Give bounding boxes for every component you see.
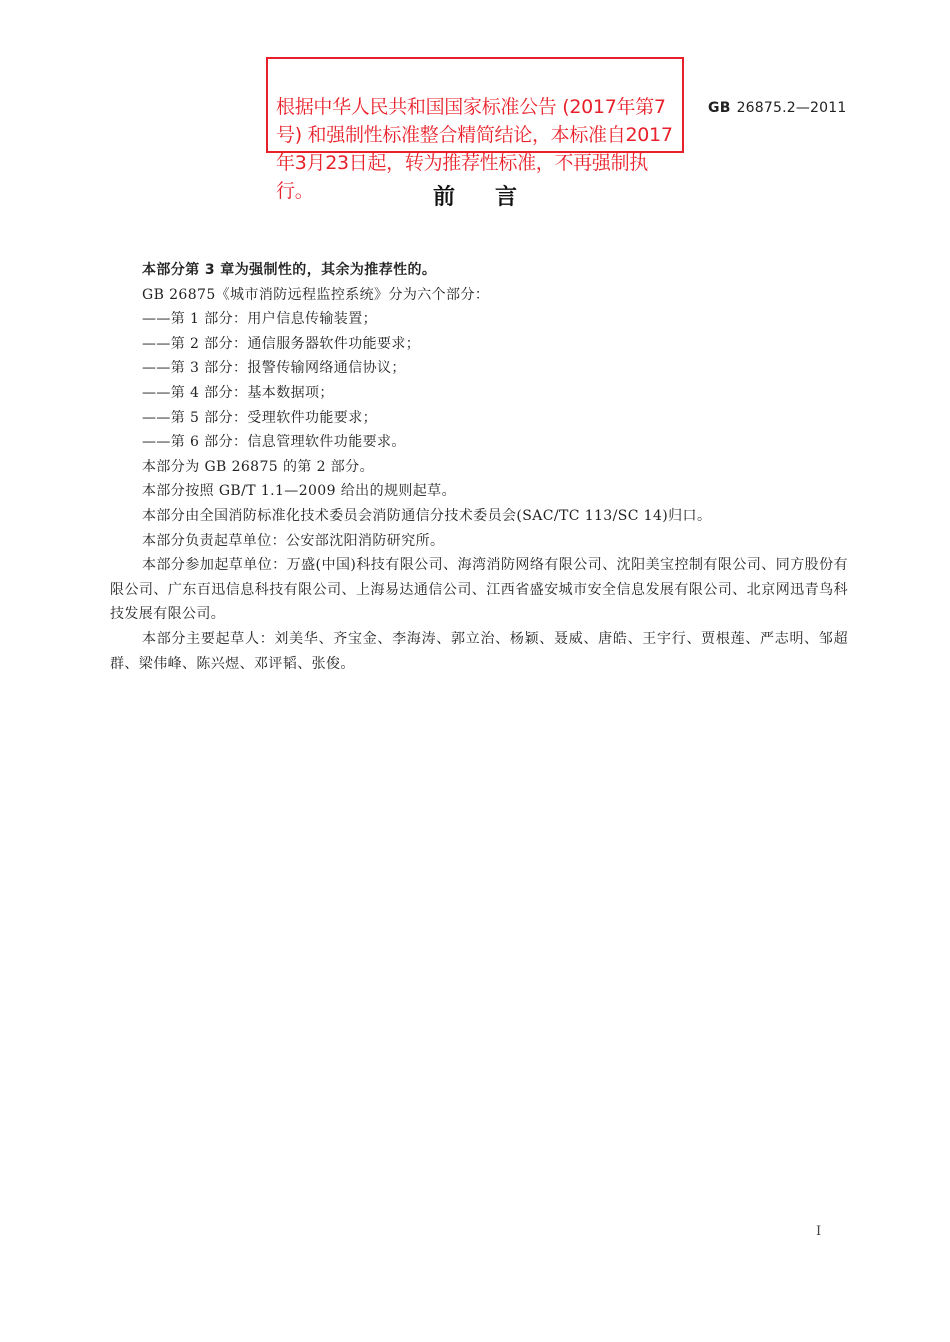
paragraph-lead-drafter: 本部分负责起草单位：公安部沈阳消防研究所。 [142,532,445,549]
paragraph-participating-drafters: 本部分参加起草单位：万盛(中国)科技有限公司、海湾消防网络有限公司、沈阳美宝控制有限公司、同方股份有限公司、广东百迅信息科技有限公司、上海易达通信公司、江西省盛安城市安全信息发展有限公司、北京网迅青鸟科技发展有限公司。 [110,557,848,623]
standard-code-number: 26875.2—2011 [736,100,847,116]
paragraph-committee: 本部分由全国消防标准化技术委员会消防通信分技术委员会(SAC/TC 113/SC 14)归口。 [142,507,712,524]
paragraph-series-intro: GB 26875《城市消防远程监控系统》分为六个部分： [142,286,490,303]
list-item-part-3: ——第 3 部分：报警传输网络通信协议； [142,360,406,377]
list-item-part-1: ——第 1 部分：用户信息传输装置； [142,311,378,328]
page-title: 前言 [432,185,557,210]
paragraph-main-drafters: 本部分主要起草人：刘美华、齐宝金、李海涛、郭立治、杨颖、聂威、唐皓、王宇行、贾根莲、严志明、邹超群、梁伟峰、陈兴煜、邓评韬、张俊。 [110,630,848,672]
paragraph-drafting-rules: 本部分按照 GB/T 1.1—2009 给出的规则起草。 [142,483,456,500]
list-item-part-6: ——第 6 部分：信息管理软件功能要求。 [142,434,406,451]
list-item-part-5: ——第 5 部分：受理软件功能要求； [142,409,378,426]
standard-code-prefix: GB [708,100,731,116]
paragraph-mandatory-note: 本部分第 3 章为强制性的，其余为推荐性的。 [142,262,437,278]
list-item-part-2: ——第 2 部分：通信服务器软件功能要求； [142,335,421,352]
notice-text: 根据中华人民共和国国家标准公告 (2017年第7号) 和强制性标准整合精简结论，本标准自2017年3月23日起，转为推荐性标准，不再强制执行。 [276,96,673,202]
standard-code [708,100,847,116]
paragraph-part-number: 本部分为 GB 26875 的第 2 部分。 [142,458,374,475]
page-number: I [816,1224,822,1239]
foreword-body [110,258,848,676]
list-item-part-4: ——第 4 部分：基本数据项； [142,384,334,401]
